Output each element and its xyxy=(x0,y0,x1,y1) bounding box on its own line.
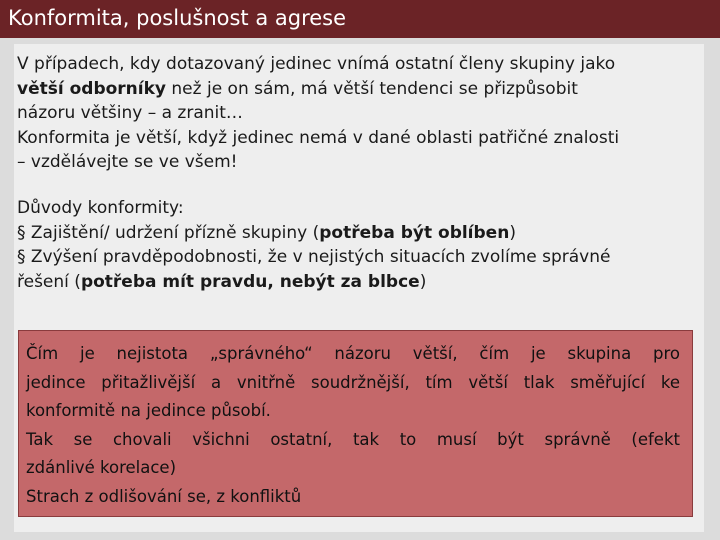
text-line xyxy=(17,270,703,295)
bold-phrase: větší odborníky xyxy=(17,78,166,99)
text-span: řešení ( xyxy=(17,271,81,292)
text-line: názoru většiny – a zranit… xyxy=(17,103,243,123)
text-line: – vzdělávejte se ve všem! xyxy=(17,152,238,172)
slide-title: Konformita, poslušnost a agrese xyxy=(8,6,347,30)
paragraph-reasons xyxy=(17,196,703,294)
callout-line: Čím je nejistota „správného“ názoru větší, čím je skupina pro xyxy=(26,344,680,363)
bold-phrase: potřeba mít pravdu, nebýt za blbce xyxy=(80,271,420,292)
callout-line: zdánlivé korelace) xyxy=(26,458,177,478)
bold-phrase: potřeba být oblíben xyxy=(319,222,510,243)
callout-text xyxy=(26,340,680,512)
reasons-heading: Důvody konformity: xyxy=(17,198,184,218)
list-item xyxy=(17,245,703,270)
text-line xyxy=(17,77,703,102)
list-item xyxy=(17,221,703,246)
text-span: Zvýšení pravděpodobnosti, že v nejistých situacích zvolíme správné xyxy=(25,247,611,267)
text-line: V případech, kdy dotazovaný jedinec vnímá ostatní členy skupiny jako xyxy=(17,54,616,74)
bullet-icon: § xyxy=(17,247,26,267)
paragraph-expertise xyxy=(17,52,703,175)
text-span: ) xyxy=(419,271,427,292)
callout-line: Tak se chovali všichni ostatní, tak to musí být správně (efekt xyxy=(26,429,680,449)
bullet-icon: § xyxy=(17,222,26,243)
callout-line: jedince přitažlivější a vnitřně soudržnější, tím větší tlak směřující ke xyxy=(26,372,680,392)
text-line: Konformita je větší, když jedinec nemá v dané oblasti patřičné znalosti xyxy=(17,127,620,148)
text-span: než je on sám, má větší tendenci se přizpůsobit xyxy=(166,78,578,99)
callout-line: konformitě na jedince působí. xyxy=(26,401,271,421)
callout-line: Strach z odlišování se, z konfliktů xyxy=(26,486,302,506)
callout-box xyxy=(18,330,693,517)
title-bar xyxy=(0,0,720,38)
text-span: Zajištění/ udržení přízně skupiny ( xyxy=(25,222,320,243)
text-span: ) xyxy=(509,222,516,243)
